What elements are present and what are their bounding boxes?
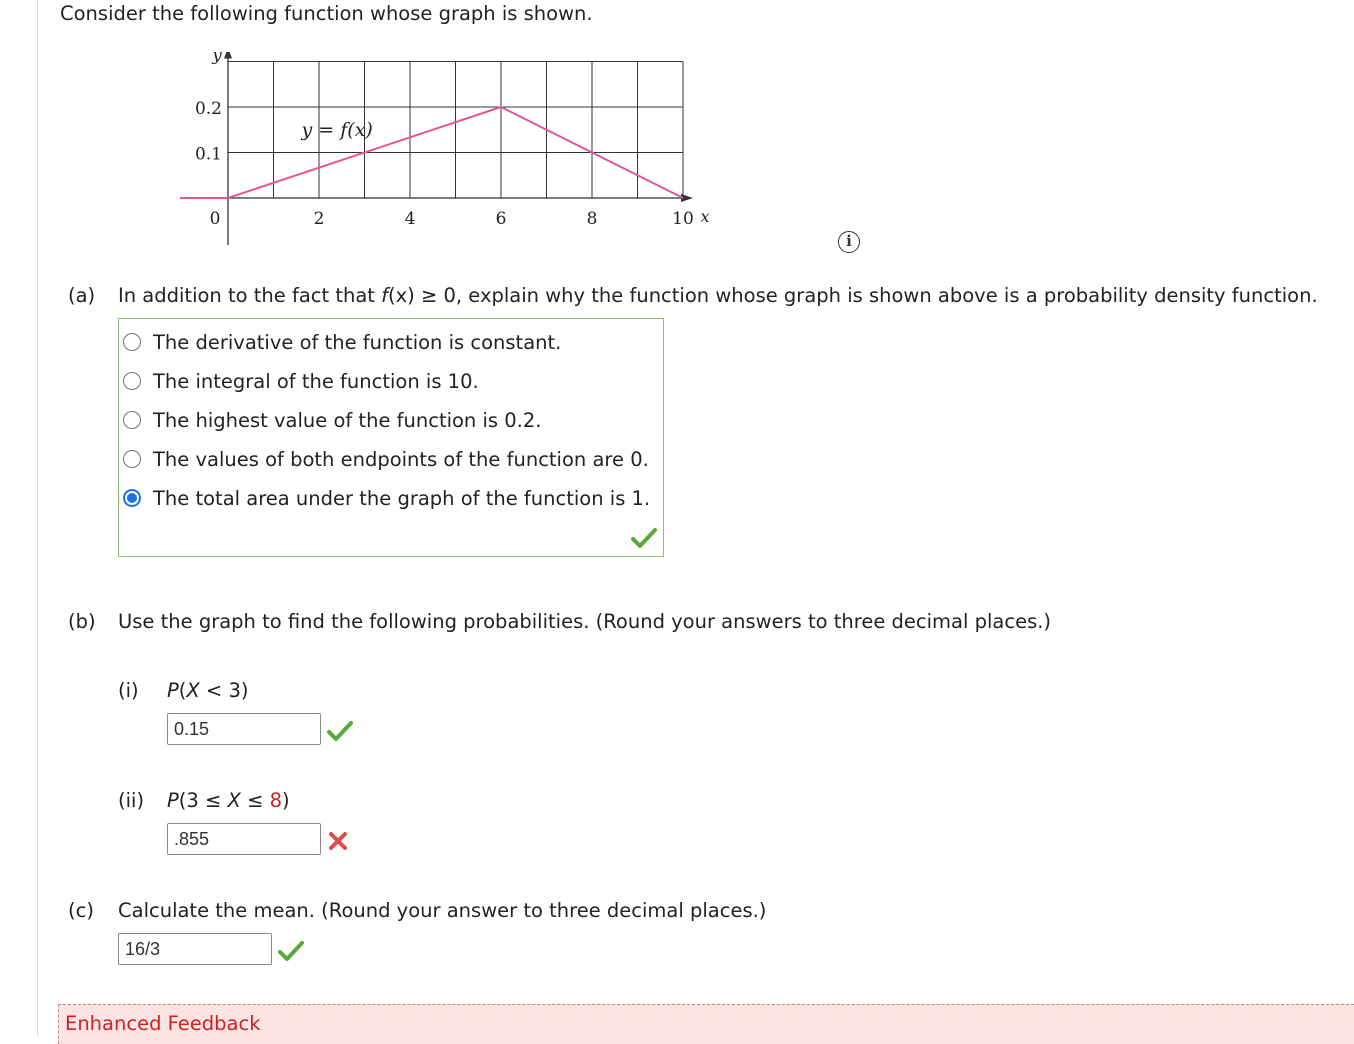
pdf-graph [178, 52, 738, 257]
function-annotation: y = f(x) [301, 118, 373, 141]
part-c-question: Calculate the mean. (Round your answer to three decimal places.) [118, 899, 767, 922]
part-b-i-probability: P(X < 3) [167, 679, 249, 702]
part-c-answer-input[interactable]: 16/3 [118, 933, 272, 965]
part-b-ii-probability: P(3 ≤ X ≤ 8) [167, 789, 290, 812]
x-tick-label: 10 [672, 209, 694, 229]
y-tick-label: 0.2 [194, 99, 222, 119]
x-axis-label: x [700, 207, 710, 226]
option-integral-10[interactable]: The integral of the function is 10. [123, 366, 479, 396]
option-derivative-constant[interactable]: The derivative of the function is constant. [123, 327, 561, 357]
enhanced-feedback-panel[interactable] [58, 1004, 1354, 1044]
part-a-question: In addition to the fact that f(x) ≥ 0, explain why the function whose graph is shown above is a probability density function. [118, 284, 1318, 307]
y-axis-label: y [212, 52, 222, 66]
correct-check-icon [327, 720, 353, 742]
option-highest-value[interactable]: The highest value of the function is 0.2. [123, 405, 541, 435]
x-tick-label: 4 [404, 209, 416, 229]
radio-button[interactable] [123, 411, 141, 429]
part-a-label: (a) [68, 284, 96, 307]
radio-button[interactable] [123, 450, 141, 468]
y-axis-arrow [224, 52, 232, 59]
x-tick-label: 8 [586, 209, 598, 229]
option-total-area-one[interactable]: The total area under the graph of the function is 1. [123, 483, 650, 513]
part-b-label: (b) [68, 610, 96, 633]
info-icon[interactable]: i [838, 231, 860, 253]
part-b-ii-label: (ii) [118, 789, 145, 812]
intro-text: Consider the following function whose graph is shown. [60, 2, 593, 25]
x-tick-label: 6 [495, 209, 507, 229]
part-b-ii-answer-input[interactable]: .855 [167, 823, 321, 855]
correct-check-icon [631, 527, 657, 549]
y-tick-label: 0.1 [194, 144, 222, 165]
part-b-i-answer-input[interactable]: 0.15 [167, 713, 321, 745]
part-a-options [118, 318, 664, 557]
radio-button[interactable] [123, 333, 141, 351]
part-b-i-label: (i) [118, 679, 139, 702]
incorrect-x-icon [327, 830, 349, 852]
graph-svg [178, 52, 738, 252]
correct-check-icon [278, 940, 304, 962]
x-tick-label: 0 [209, 209, 221, 229]
part-c-label: (c) [68, 899, 94, 922]
radio-button-selected[interactable] [123, 489, 141, 507]
option-endpoints-zero[interactable]: The values of both endpoints of the function are 0. [123, 444, 649, 474]
x-tick-label: 2 [313, 209, 325, 229]
enhanced-feedback-label[interactable]: Enhanced Feedback [65, 1012, 261, 1035]
part-b-question: Use the graph to find the following probabilities. (Round your answers to three decimal places.) [118, 610, 1052, 633]
left-divider [37, 0, 38, 1036]
radio-button[interactable] [123, 372, 141, 390]
